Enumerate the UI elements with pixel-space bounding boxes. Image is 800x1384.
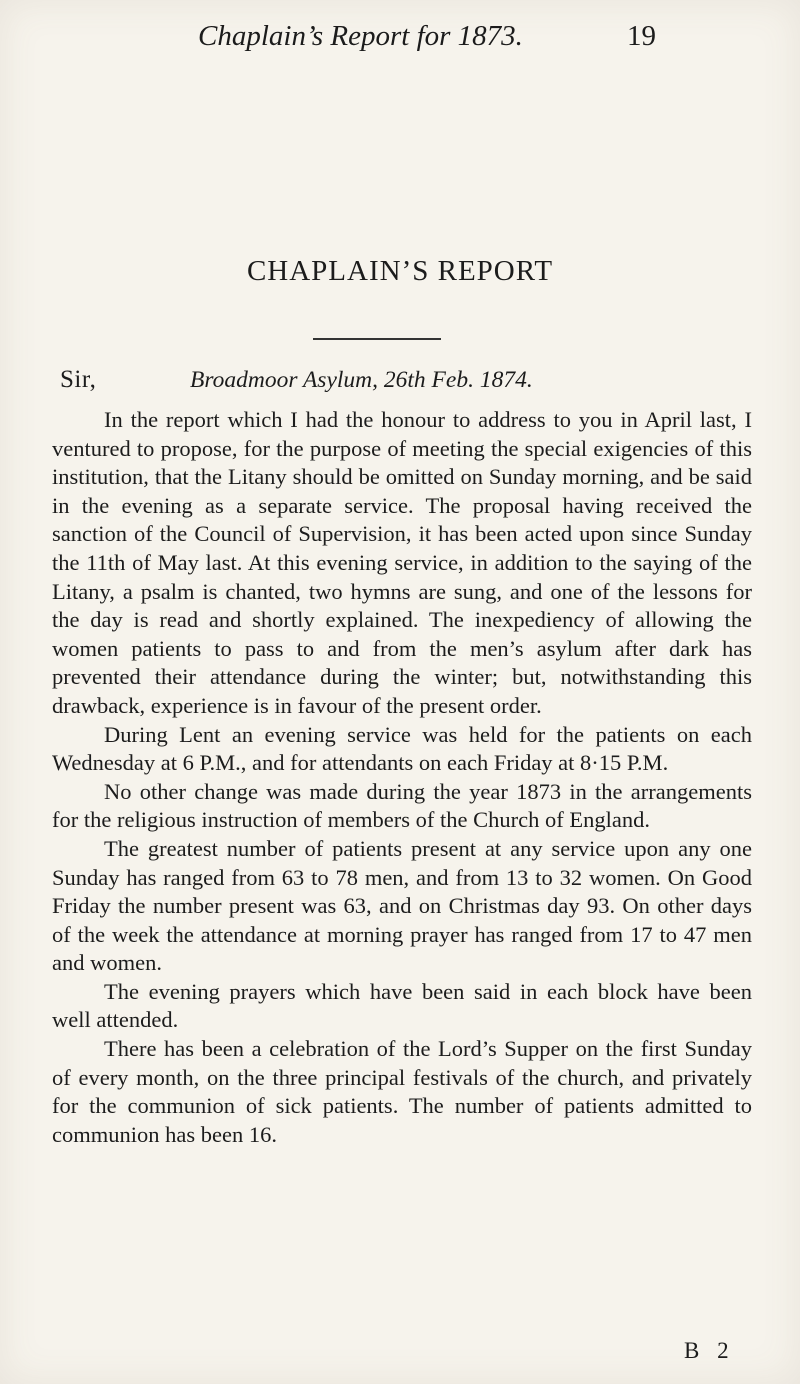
salutation: Sir, xyxy=(60,366,97,393)
paragraph-lent: During Lent an evening service was held for the patients on each Wednesday at 6 P.M., and for attendants on each Friday at 8·15 P.M. xyxy=(52,721,752,776)
paragraph-evening-prayers: The evening prayers which have been said in each block have been well attended. xyxy=(52,978,752,1033)
report-heading: CHAPLAIN’S REPORT xyxy=(246,255,554,287)
report-body xyxy=(52,366,752,1149)
running-title: Chaplain’s Report for 1873. xyxy=(198,20,523,52)
paragraph-attendance: The greatest number of patients present at any service upon any one Sunday has ranged from 63 to 78 men, and from 13 to 32 women. On Good Friday the number present was 63, and on Christmas day 93. On other days of the week the attendance at morning prayer has ranged from 17 to 47 men and women. xyxy=(52,835,752,976)
heading-rule xyxy=(313,338,441,340)
paragraph-litany: In the report which I had the honour to address to you in April last, I ventured to propose, for the purpose of meeting the special exigencies of this institution, that the Litany should be omitted on Sunday morning, and be said in the evening as a separate service. The proposal having received the sanction of the Council of Supervision, it has been acted upon since Sunday the 11th of May last. At this evening service, in addition to the saying of the Litany, a psalm is chanted, two hymns are sung, and one of the lessons for the day is read and shortly explained. The inexpediency of allowing the women patients to pass to and from the men’s asylum after dark has prevented their attendance during the winter; but, notwithstanding this drawback, experience is in favour of the present order. xyxy=(52,407,752,718)
paragraph-no-change: No other change was made during the year 1873 in the arrangements for the religious instruction of members of the Church of England. xyxy=(52,778,752,833)
signature-mark: B 2 xyxy=(684,1338,735,1363)
place-date: Broadmoor Asylum, 26th Feb. 1874. xyxy=(190,367,533,393)
salutation-line xyxy=(52,366,752,406)
paragraph-communion: There has been a celebration of the Lord’s Supper on the first Sunday of every month, on the three principal festivals of the church, and privately for the communion of sick patients. The number of patients admitted to communion has been 16. xyxy=(52,1036,752,1147)
running-head xyxy=(0,20,800,64)
page-number: 19 xyxy=(627,20,656,52)
